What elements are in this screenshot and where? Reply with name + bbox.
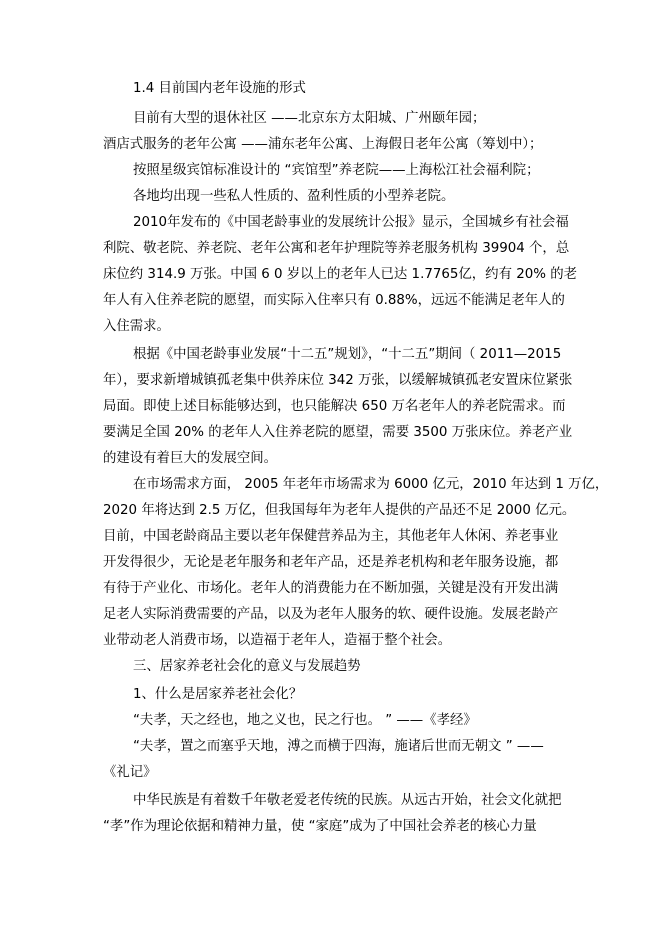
paragraph-line: 年人有入住养老院的愿望，而实际入住率只有 0.88%，远远不能满足老年人的 — [103, 293, 565, 308]
paragraph-line: 在市场需求方面， 2005 年老年市场需求为 6000 亿元，2010 年达到 1 万亿， — [133, 477, 609, 492]
quote-xiaojing: “夫孝，天之经也，地之义也，民之行也。 ” ——《孝经》 — [133, 713, 477, 728]
section-heading-1-4: 1.4 目前国内老年设施的形式 — [133, 81, 306, 96]
text-line: 酒店式服务的老年公寓 ——浦东老年公寓、上海假日老年公寓（筹划中）； — [103, 137, 543, 152]
quote-liji: “夫孝，置之而塞乎天地，溥之而横于四海，施诸后世而无朝文 ” —— — [133, 739, 544, 754]
text-line: 目前有大型的退休社区 ——北京东方太阳城、广州颐年园； — [133, 111, 486, 126]
paragraph-line: 要满足全国 20% 的老年人入住养老院的愿望，需要 3500 万张床位。养老产业 — [103, 425, 573, 440]
subsection-heading-1: 1、什么是居家养老社会化？ — [133, 687, 303, 702]
paragraph-line: 足老人实际消费需要的产品，以及为老年人服务的软、硬件设施。发展老龄产 — [103, 607, 559, 622]
text-line: 各地均出现一些私人性质的、盈利性质的小型养老院。 — [133, 189, 455, 204]
paragraph-line: 中华民族是有着数千年敬老爱老传统的民族。从远古开始，社会文化就把 — [133, 793, 562, 808]
paragraph-line: 2020 年将达到 2.5 万亿，但我国每年为老年人提供的产品还不足 2000 亿元。 — [103, 503, 576, 518]
paragraph-line: 利院、敬老院、养老院、老年公寓和老年护理院等养老服务机构 39904 个，总 — [103, 241, 570, 256]
paragraph-line: “孝”作为理论依据和精神力量，使 “家庭”成为了中国社会养老的核心力量 — [103, 819, 537, 834]
paragraph-line: 根据《中国老龄事业发展“十二五”规划》，“十二五”期间（ 2011—2015 — [133, 347, 562, 362]
paragraph-line: 入住需求。 — [103, 319, 170, 334]
paragraph-line: 局面。即使上述目标能够达到，也只能解决 650 万名老年人的养老院需求。而 — [103, 399, 566, 414]
paragraph-line: 年），要求新增城镇孤老集中供养床位 342 万张，以缓解城镇孤老安置床位紧张 — [103, 373, 573, 388]
paragraph-line: 床位约 314.9 万张。中国 6 0 岁以上的老年人已达 1.7765亿，约有 20% 的老 — [103, 267, 578, 282]
paragraph-line: 业带动老人消费市场，以造福于老年人，造福于整个社会。 — [103, 633, 452, 648]
quote-source-liji: 《礼记》 — [103, 765, 157, 780]
section-heading-3: 三、居家养老社会化的意义与发展趋势 — [133, 659, 361, 674]
paragraph-line: 目前，中国老龄商品主要以老年保健营养品为主，其他老年人休闲、养老事业 — [103, 529, 559, 544]
paragraph-line: 2010年发布的《中国老龄事业的发展统计公报》显示，全国城乡有社会福 — [133, 215, 569, 230]
paragraph-line: 有待于产业化、市场化。老年人的消费能力在不断加强，关键是没有开发出满 — [103, 581, 559, 596]
text-line: 按照星级宾馆标准设计的 “宾馆型”养老院——上海松江社会福利院； — [133, 163, 540, 178]
paragraph-line: 的建设有着巨大的发展空间。 — [103, 451, 278, 466]
paragraph-line: 开发得很少，无论是老年服务和老年产品，还是养老机构和老年服务设施，都 — [103, 555, 559, 570]
